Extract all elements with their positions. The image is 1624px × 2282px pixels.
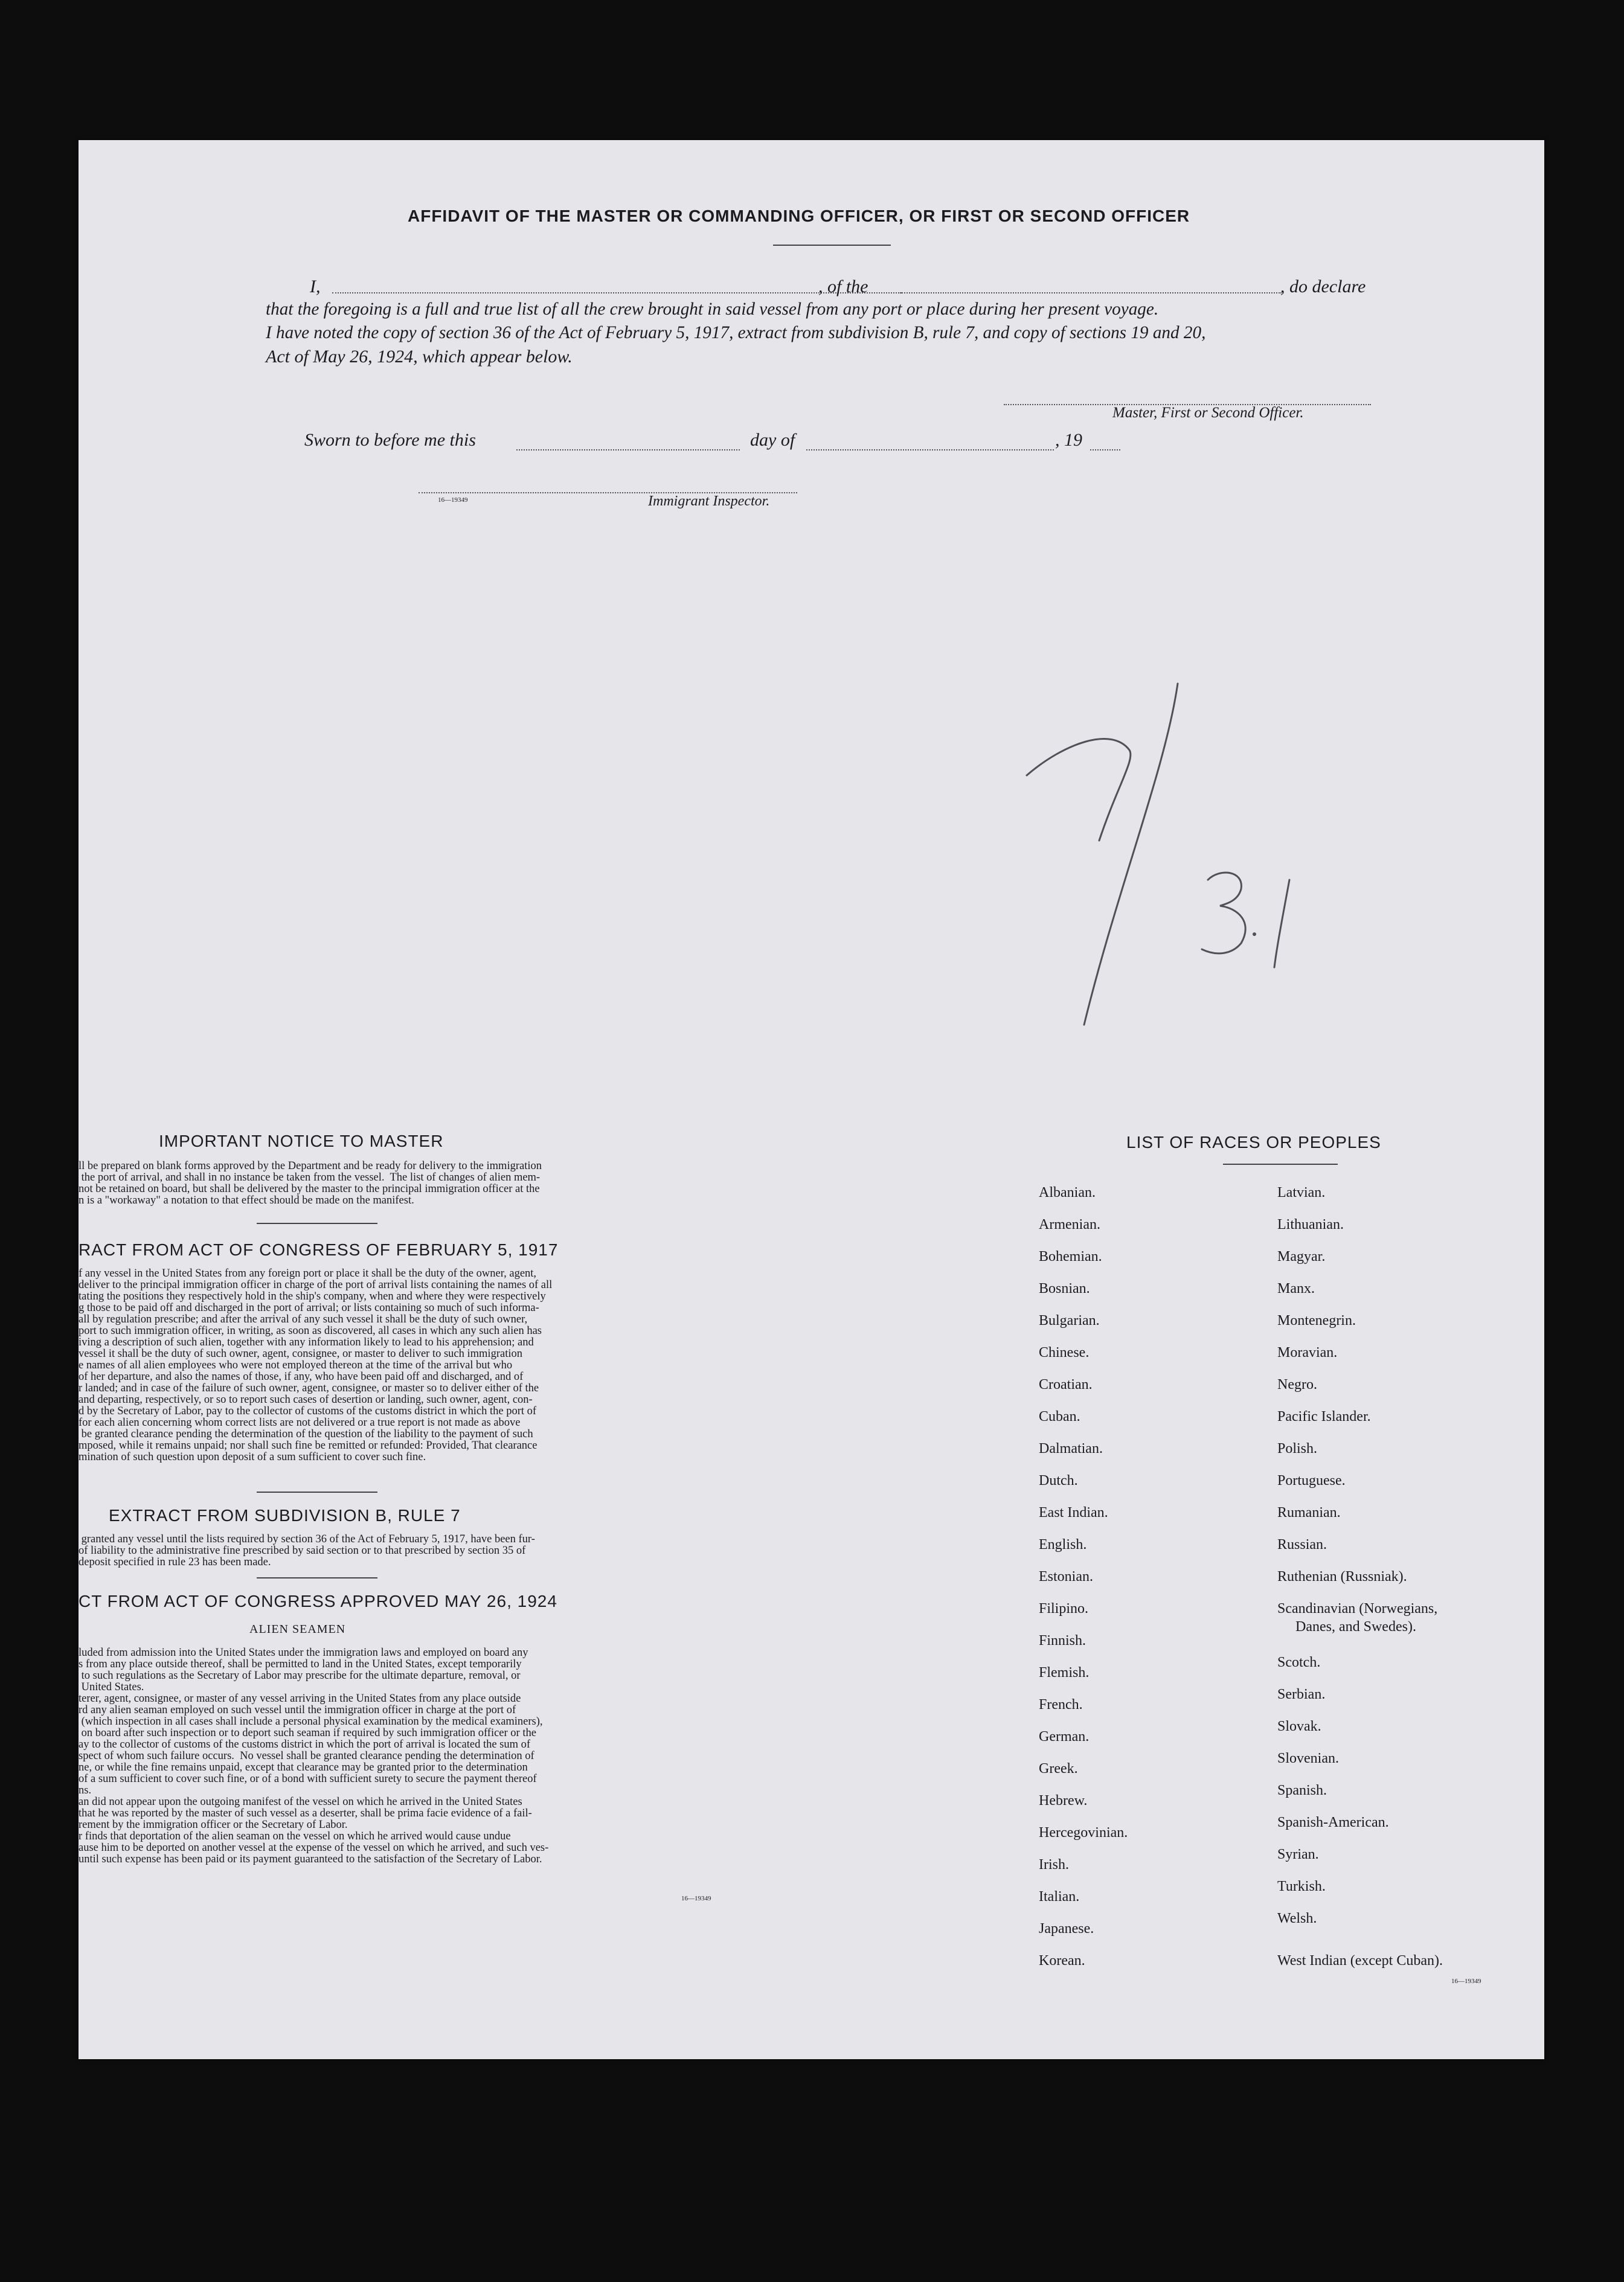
alien-seamen-subtitle: ALIEN SEAMEN — [249, 1623, 346, 1636]
race-slovak: Slovak. — [1277, 1719, 1321, 1734]
race-armenian: Armenian. — [1039, 1217, 1100, 1232]
race-croatian: Croatian. — [1039, 1377, 1093, 1393]
race-albanian: Albanian. — [1039, 1185, 1096, 1200]
race-latvian: Latvian. — [1277, 1185, 1326, 1200]
race-pacific-islander: Pacific Islander. — [1277, 1409, 1371, 1425]
race-negro: Negro. — [1277, 1377, 1317, 1393]
race-magyar: Magyar. — [1277, 1249, 1326, 1264]
extract-1917-title: RACT FROM ACT OF CONGRESS OF FEBRUARY 5, 1917 — [79, 1240, 559, 1259]
sworn-day-of: day of — [750, 430, 795, 450]
race-bohemian: Bohemian. — [1039, 1249, 1102, 1264]
race-estonian: Estonian. — [1039, 1569, 1093, 1585]
race-rumanian: Rumanian. — [1277, 1505, 1341, 1521]
race-spanish-american: Spanish-American. — [1277, 1815, 1389, 1830]
race-german: German. — [1039, 1729, 1090, 1745]
sworn-year-blank — [1090, 449, 1120, 450]
race-cuban: Cuban. — [1039, 1409, 1080, 1425]
vessel-blank-line — [900, 292, 1282, 293]
title-underline — [773, 245, 891, 246]
race-turkish: Turkish. — [1277, 1879, 1326, 1894]
race-montenegrin: Montenegrin. — [1277, 1313, 1356, 1328]
extract-1917-text: f any vessel in the United States from any foreign port or place it shall be the duty of the owner, agent, deliver to the principal immigration officer in charge of the port of arrival lists containing the names of all tating the positions they respectively hold in the ship's company, when and where they were respectively g those to be paid off and discharged in the port of arrival; or lists containing so much of such informa- all by regulation prescribe; and after the arrival of any such vessel it shall be the duty of such owner, port to such immigration officer, in writing, as soon as discovered, all cases in which any such alien has iving a description of such alien, together with any information likely to lead to his apprehension; and vessel it shall be the duty of such owner, agent, consignee, or master to deliver to such immigration e names of all alien employees who were not employed thereon at the time of the arrival but who of her departure, and also the names of those, if any, who have been paid off and discharged, and of r landed; and in case of the failure of such owner, agent, consignee, or master so to deliver either of the and departing, respectively, or so to report such cases of desertion or landing, such owner, agent, con- d by the Secretary of Labor, pay to the collector of customs of the customs district in which the port of for each alien concerning whom correct lists are not delivered or a true report is not made as above be granted clearance pending the determination of the question of the liability to the payment of such mposed, while it remains unpaid; nor shall such fine be remitted or refunded: Provided, That clearance mination of such question upon deposit of a sum sufficient to cover such fine. — [79, 1268, 553, 1463]
affidavit-of-the: , of the — [818, 277, 868, 296]
race-scandinavian: Scandinavian (Norwegians, — [1277, 1601, 1438, 1617]
form-number-left: 16—19349 — [681, 1895, 711, 1902]
race-hebrew: Hebrew. — [1039, 1793, 1088, 1809]
race-italian: Italian. — [1039, 1889, 1080, 1905]
race-filipino: Filipino. — [1039, 1601, 1089, 1617]
form-number-right: 16—19349 — [1451, 1978, 1481, 1985]
race-dutch: Dutch. — [1039, 1473, 1078, 1489]
race-japanese: Japanese. — [1039, 1921, 1094, 1937]
race-slovenian: Slovenian. — [1277, 1751, 1339, 1766]
race-lithuanian: Lithuanian. — [1277, 1217, 1344, 1232]
races-title-divider — [1223, 1164, 1338, 1165]
sworn-year: , 19 — [1055, 430, 1082, 450]
race-bosnian: Bosnian. — [1039, 1281, 1090, 1296]
race-polish: Polish. — [1277, 1441, 1318, 1457]
race-dalmatian: Dalmatian. — [1039, 1441, 1103, 1457]
sworn-day-blank — [516, 449, 740, 450]
extract-rule7-text: granted any vessel until the lists required by section 36 of the Act of February 5, 1917, have been fur- of liability to the administrative fine prescribed by said section or to that prescribed by section 35 of deposit specified in rule 23 has been made. — [79, 1533, 535, 1568]
race-flemish: Flemish. — [1039, 1665, 1090, 1681]
extract-rule7-divider — [257, 1577, 377, 1578]
race-irish: Irish. — [1039, 1857, 1069, 1873]
race-east-indian: East Indian. — [1039, 1505, 1108, 1521]
extract-1917-divider — [257, 1492, 377, 1493]
extract-1924-title: CT FROM ACT OF CONGRESS APPROVED MAY 26, 1924 — [79, 1592, 557, 1611]
race-syrian: Syrian. — [1277, 1847, 1319, 1862]
race-hercegovinian: Hercegovinian. — [1039, 1825, 1128, 1841]
affidavit-title: AFFIDAVIT OF THE MASTER OR COMMANDING OFFICER, OR FIRST OR SECOND OFFICER — [408, 207, 1190, 225]
race-spanish: Spanish. — [1277, 1783, 1327, 1798]
race-moravian: Moravian. — [1277, 1345, 1338, 1361]
notice-divider — [257, 1223, 377, 1224]
extract-rule7-title: EXTRACT FROM SUBDIVISION B, RULE 7 — [109, 1506, 461, 1525]
notice-text: ll be prepared on blank forms approved by the Department and be ready for delivery to the immigration the port of arrival, and shall in no instance be taken from the vessel. The list of changes of alien mem- not be retained on board, but shall be delivered by the master to the principal immigration officer at the n is a "workaway" a notation to that effect should be made on the manifest. — [79, 1160, 542, 1207]
inspector-caption: Immigrant Inspector. — [648, 493, 770, 509]
affidavit-line-3: I have noted the copy of section 36 of the Act of February 5, 1917, extract from subdivision B, rule 7, and copy of sections 19 and 20, — [266, 323, 1206, 342]
notice-title: IMPORTANT NOTICE TO MASTER — [159, 1132, 444, 1150]
handwritten-notation — [936, 527, 1359, 1136]
form-number-top: 16—19349 — [438, 496, 468, 504]
sworn-month-blank — [806, 449, 1054, 450]
officer-caption: Master, First or Second Officer. — [1112, 405, 1304, 421]
name-blank-line — [332, 292, 902, 293]
races-title: LIST OF RACES OR PEOPLES — [1126, 1133, 1381, 1152]
race-french: French. — [1039, 1697, 1083, 1713]
race-portuguese: Portuguese. — [1277, 1473, 1346, 1489]
race-greek: Greek. — [1039, 1761, 1078, 1777]
race-scandinavian-continued: Danes, and Swedes). — [1295, 1619, 1416, 1635]
affidavit-line-2: that the foregoing is a full and true list of all the crew brought in said vessel from any port or place during her present voyage. — [266, 300, 1159, 319]
race-russian: Russian. — [1277, 1537, 1327, 1553]
race-chinese: Chinese. — [1039, 1345, 1090, 1361]
race-manx: Manx. — [1277, 1281, 1315, 1296]
race-bulgarian: Bulgarian. — [1039, 1313, 1100, 1328]
race-scotch: Scotch. — [1277, 1655, 1321, 1670]
race-welsh: Welsh. — [1277, 1911, 1317, 1926]
affidavit-do-declare: , do declare — [1280, 277, 1366, 296]
race-ruthenian: Ruthenian (Russniak). — [1277, 1569, 1407, 1585]
form-page — [79, 140, 1544, 2059]
race-serbian: Serbian. — [1277, 1687, 1326, 1702]
affidavit-i: I, — [310, 277, 321, 296]
sworn-prefix: Sworn to before me this — [304, 430, 476, 450]
race-finnish: Finnish. — [1039, 1633, 1086, 1649]
affidavit-line-4: Act of May 26, 1924, which appear below. — [266, 347, 573, 367]
race-english: English. — [1039, 1537, 1087, 1553]
race-korean: Korean. — [1039, 1953, 1085, 1969]
extract-1924-text: luded from admission into the United States under the immigration laws and employed on board any s from any place outside thereof, shall be permitted to land in the United States, except temporarily to such regulations as the Secretary of Labor may prescribe for the ultimate departure, removal, or United States. terer, agent, consignee, or master of any vessel arriving in the United States from any place outside rd any alien seaman employed on such vessel until the immigration officer in charge at the port of (which inspection in all cases shall include a personal physical examination by the medical examiners), on board after such inspection or to deport such seaman if required by such immigration officer or the ay to the collector of customs of the customs district in which the port of arrival is located the sum of spect of whom such failure occurs. No vessel shall be granted clearance pending the determination of ne, or while the fine remains unpaid, except that clearance may be granted prior to the determination of a sum sufficient to cover such fine, or of a bond with sufficient surety to secure the payment thereof ns. an did not appear upon the outgoing manifest of the vessel on which he arrived in the United States that he was reported by the master of such vessel as a deserter, shall be prima facie evidence of a fail- rement by the immigration officer or the Secretary of Labor. r finds that deportation of the alien seaman on the vessel on which he arrived would cause undue ause him to be deported on another vessel at the expense of the vessel on which he arrived, and such ves- until such expense has been paid or its payment guaranteed to the satisfaction of the Secretary of Labor. — [79, 1647, 549, 1865]
race-west-indian: West Indian (except Cuban). — [1277, 1953, 1443, 1969]
